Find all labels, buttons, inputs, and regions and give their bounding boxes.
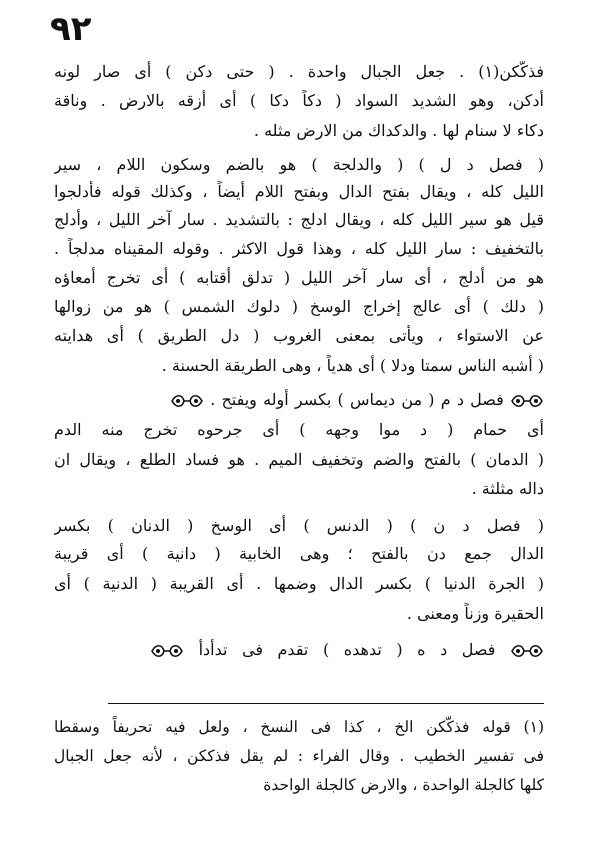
ornament-icon bbox=[510, 643, 544, 659]
section-heading: فصل د م ( من ديماس ) بكسر أوله ويفتح . bbox=[210, 390, 504, 409]
text-line: الليل كله ، ويقال بفتح الدال وبفتح اللام أيضاً ، وكذلك قوله فأدلجوا bbox=[54, 182, 544, 201]
text-line: بالتخفيف : سار الليل كله ، وهذا قول الاكثر . وقوله المقيناه مدلجاً . bbox=[54, 239, 544, 258]
text-line: ( فصل د ل ) ( والدلجة ) هو بالضم وسكون اللام ، سير bbox=[54, 155, 544, 174]
text-line: الحقيرة وزناً ومعنى . bbox=[406, 604, 544, 623]
text-line: أدكن، وهو الشديد السواد ( دكاً دكا ) أى أُزقه بالارض . وناقة bbox=[54, 91, 544, 110]
footnote-line: (١) قوله فذكّكن الخ ، كذا فى النسخ ، ولعل فيه تحريفاً وسقطا bbox=[54, 718, 544, 736]
text-line: ( أشبه الناس سمتا ودلا ) أى هدياً ، وهى الطريقة الحسنة . bbox=[161, 356, 544, 375]
section-heading-line bbox=[170, 389, 544, 413]
footnote-divider bbox=[108, 703, 544, 704]
section-heading: فصل د ه ( تدهده ) تقدم فى تدأدأ bbox=[198, 640, 496, 659]
text-line: الدال جمع دن بالفتح ؛ وهى الخابية ( دانية ) أى قريبة bbox=[54, 544, 544, 563]
text-line: ( دلك ) أى عالج إخراج الوسخ ( دلوك الشمس ) هو من زوالها bbox=[54, 297, 544, 316]
text-line: ( فصل د ن ) ( الدنس ) أى الوسخ ( الدنان ) بكسر bbox=[54, 516, 544, 535]
text-line: قيل هو سير الليل كله ، ويقال ادلج : بالتشديد . سار آخر الليل ، وأدلج bbox=[54, 210, 544, 229]
text-line: عن الاستواء ، ويأتى بمعنى الغروب ( دل الطريق ) أى هدايته bbox=[54, 326, 544, 345]
footnote-line: فى تفسير الخطيب . وقال الفراء : لم يقل فذككن ، لأنه جعل الجبال bbox=[54, 747, 544, 765]
text-line: هو من أدلج ، أى سار آخر الليل ( تدلق أقتابه ) أى تخرج أمعاؤه bbox=[54, 268, 544, 287]
text-line: أى حمام ( د موا وجهه ) أى جرحوه تخرج منه الدم bbox=[54, 420, 544, 439]
footnote-line: كلها كالجلة الواحدة ، والارض كالجلة الواحدة bbox=[263, 776, 544, 794]
text-line: فذكّكن(١) . جعل الجبال واحدة . ( حتى دكن ) أى صار لونه bbox=[54, 62, 544, 81]
section-heading-line bbox=[150, 639, 544, 663]
ornament-icon bbox=[150, 643, 184, 659]
text-line: دكاء لا سنام لها . والدكداك من الارض مثله . bbox=[253, 121, 544, 140]
text-line: داله مثلثة . bbox=[471, 479, 544, 498]
page-number: ٩٢ bbox=[50, 9, 92, 49]
text-line: ( الجرة الدنيا ) بكسر الدال وضمها . أى القريبة ( الدنية ) أى bbox=[54, 574, 544, 593]
ornament-icon bbox=[510, 393, 544, 409]
text-line: ( الدمان ) بالفتح والضم وتخفيف الميم . هو فساد الطلع ، ويقال ان bbox=[54, 450, 544, 469]
ornament-icon bbox=[170, 393, 204, 409]
